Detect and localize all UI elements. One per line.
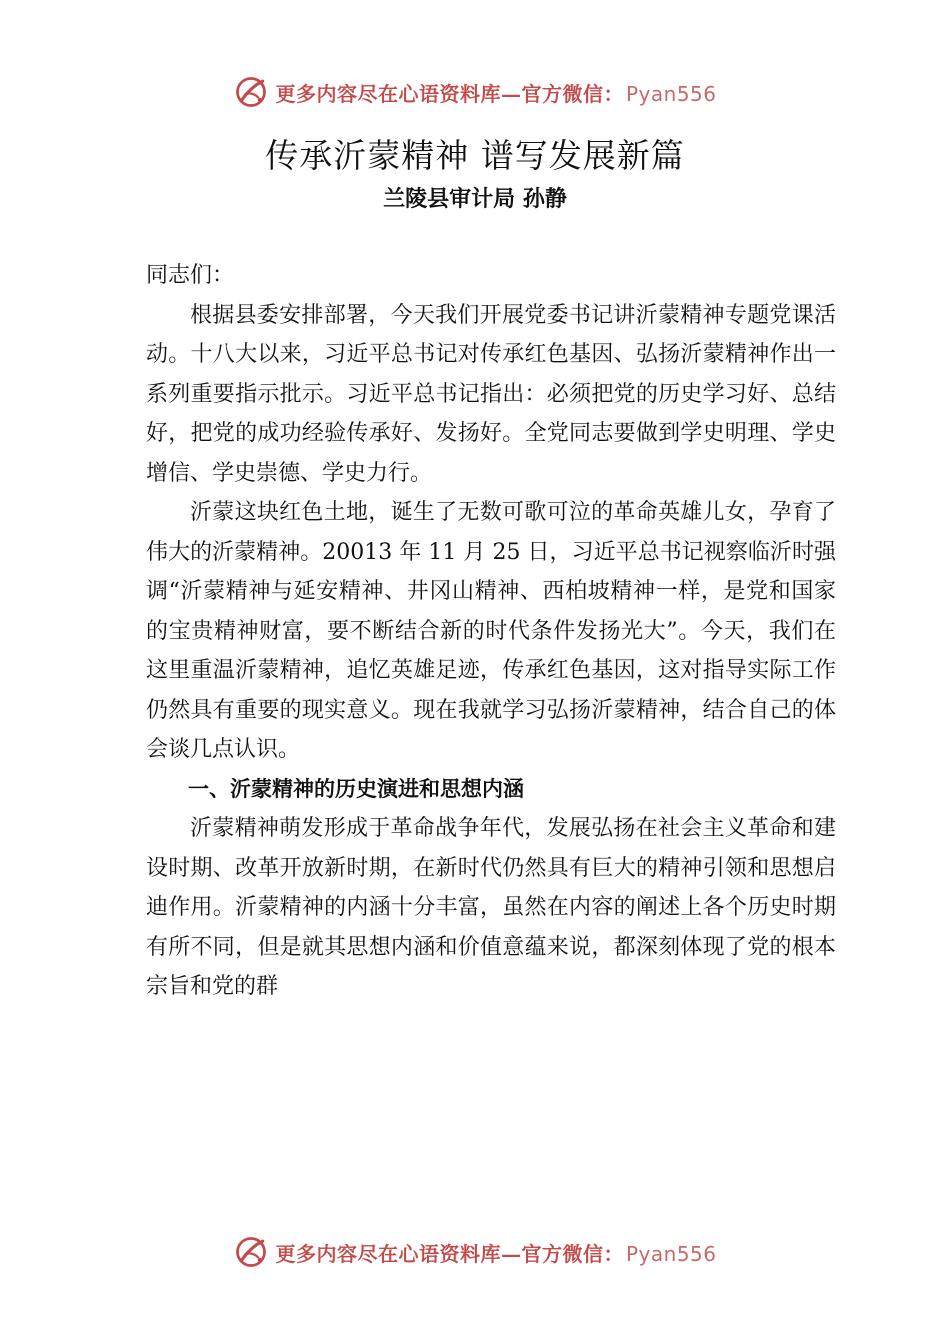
section-heading: 一、沂蒙精神的历史演进和思想内涵 <box>188 776 524 801</box>
document-byline: 兰陵县审计局 孙静 <box>383 187 567 212</box>
watermark-label: 更多内容尽在心语资料库—官方微信： <box>275 81 624 106</box>
watermark-wechat-id: Pyan556 <box>625 81 717 106</box>
paragraph: 沂蒙精神萌发形成于革命战争年代，发展弘扬在社会主义革命和建设时期、改革开放新时期，在新时代仍然具有巨大的精神引领和思想启迪作用。沂蒙精神的内涵十分丰富，虽然在内容的阐述上各个历史时期有所不同，但是就其思想内涵和价值意蕴来说，都深刻体现了党的根本宗旨和党的群 <box>146 816 836 999</box>
calligraphy-brush-icon <box>233 1234 269 1270</box>
document-title: 传承沂蒙精神 谱写发展新篇 <box>265 136 685 175</box>
watermark-footer <box>0 1230 950 1274</box>
watermark-wechat-id: Pyan556 <box>625 1241 717 1266</box>
paragraph: 沂蒙这块红色土地，诞生了无数可歌可泣的革命英雄儿女，孕育了伟大的沂蒙精神。20013 年 11 月 25 日，习近平总书记视察临沂时强调“沂蒙精神与延安精神、井冈山精神、西柏坡精神一样，是党和国家的宝贵精神财富，要不断结合新的时代条件发扬光大”。今天，我们在这里重温沂蒙精神，追忆英雄足迹，传承红色基因，这对指导实际工作仍然具有重要的现实意义。现在我就学习弘扬沂蒙精神，结合自己的体会谈几点认识。 <box>146 500 836 762</box>
document-body <box>146 256 836 1007</box>
calligraphy-brush-icon <box>233 74 269 110</box>
watermark-text <box>275 78 716 107</box>
watermark-text <box>275 1238 716 1267</box>
salutation: 同志们： <box>146 263 235 288</box>
watermark-header <box>0 70 950 114</box>
paragraph: 根据县委安排部署，今天我们开展党委书记讲沂蒙精神专题党课活动。十八大以来，习近平总书记对传承红色基因、弘扬沂蒙精神作出一系列重要指示批示。习近平总书记指出：必须把党的历史学习好、总结好，把党的成功经验传承好、发扬好。全党同志要做到学史明理、学史增信、学史崇德、学史力行。 <box>146 302 836 486</box>
watermark-label: 更多内容尽在心语资料库—官方微信： <box>275 1241 624 1266</box>
